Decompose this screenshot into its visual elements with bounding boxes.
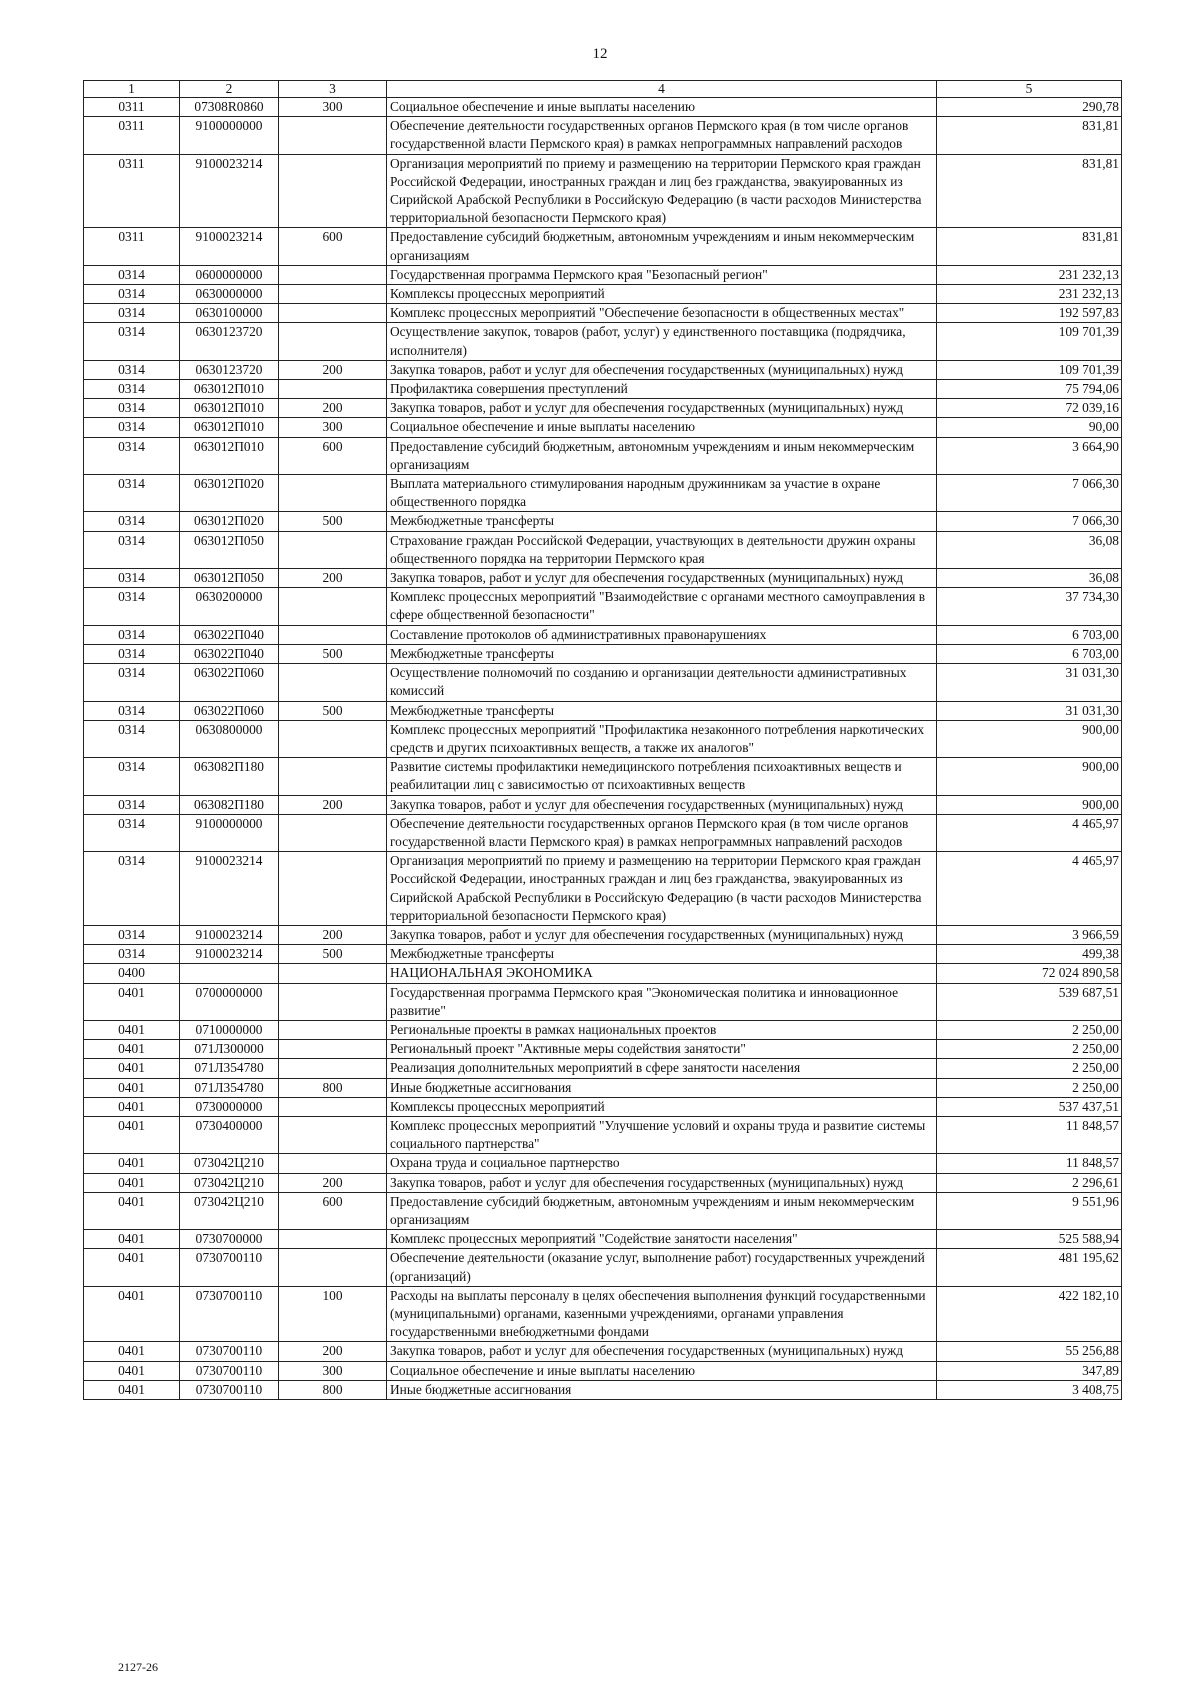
target-article-cell: 063022П060 — [180, 664, 279, 701]
description-cell: Социальное обеспечение и иные выплаты населению — [387, 418, 937, 437]
amount-cell: 539 687,51 — [937, 983, 1122, 1020]
section-code-cell: 0314 — [84, 945, 180, 964]
table-row — [84, 1173, 1122, 1192]
table-row — [84, 925, 1122, 944]
description-cell: Закупка товаров, работ и услуг для обеспечения государственных (муниципальных) нужд — [387, 399, 937, 418]
target-article-cell: 0730700110 — [180, 1286, 279, 1342]
expense-type-cell — [279, 1020, 387, 1039]
expense-type-cell: 100 — [279, 1286, 387, 1342]
target-article-cell: 9100023214 — [180, 852, 279, 926]
table-row — [84, 1154, 1122, 1173]
description-cell: Межбюджетные трансферты — [387, 945, 937, 964]
description-cell: Социальное обеспечение и иные выплаты населению — [387, 1361, 937, 1380]
table-row — [84, 512, 1122, 531]
table-row — [84, 154, 1122, 228]
description-cell: Комплекс процессных мероприятий "Профилактика незаконного потребления наркотических средств и других психоактивных веществ, а также их аналогов" — [387, 720, 937, 757]
target-article-cell: 071Л354780 — [180, 1059, 279, 1078]
section-code-cell: 0314 — [84, 265, 180, 284]
target-article-cell: 9100023214 — [180, 154, 279, 228]
description-cell: Реализация дополнительных мероприятий в сфере занятости населения — [387, 1059, 937, 1078]
table-row — [84, 1286, 1122, 1342]
amount-cell: 6 703,00 — [937, 644, 1122, 663]
table-row — [84, 1342, 1122, 1361]
description-cell: Комплекс процессных мероприятий "Обеспечение безопасности в общественных местах" — [387, 304, 937, 323]
section-code-cell: 0314 — [84, 380, 180, 399]
amount-cell: 31 031,30 — [937, 664, 1122, 701]
table-row — [84, 265, 1122, 284]
expense-type-cell — [279, 531, 387, 568]
expense-type-cell — [279, 664, 387, 701]
expense-type-cell — [279, 588, 387, 625]
description-cell: Межбюджетные трансферты — [387, 644, 937, 663]
table-row — [84, 569, 1122, 588]
target-article-cell: 0630123720 — [180, 323, 279, 360]
section-code-cell: 0314 — [84, 399, 180, 418]
description-cell: Предоставление субсидий бюджетным, автономным учреждениям и иным некоммерческим организациям — [387, 1192, 937, 1229]
description-cell: Организация мероприятий по приему и размещению на территории Пермского края граждан Российской Федерации, иностранных граждан и лиц без гражданства, эвакуированных из Сирийской Арабской Республики в Российскую Федерацию (в части расходов Министерства территориальной безопасности Пермского края) — [387, 154, 937, 228]
section-code-cell: 0314 — [84, 758, 180, 795]
description-cell: Составление протоколов об административных правонарушениях — [387, 625, 937, 644]
column-header: 3 — [279, 81, 387, 98]
target-article-cell: 0630800000 — [180, 720, 279, 757]
target-article-cell: 063022П040 — [180, 625, 279, 644]
expense-type-cell: 200 — [279, 399, 387, 418]
amount-cell: 4 465,97 — [937, 814, 1122, 851]
amount-cell: 72 039,16 — [937, 399, 1122, 418]
amount-cell: 290,78 — [937, 98, 1122, 117]
expense-type-cell — [279, 1116, 387, 1153]
section-code-cell: 0401 — [84, 1380, 180, 1399]
expense-type-cell — [279, 1040, 387, 1059]
amount-cell: 37 734,30 — [937, 588, 1122, 625]
section-code-cell: 0311 — [84, 98, 180, 117]
target-article-cell: 0730700110 — [180, 1342, 279, 1361]
description-cell: Охрана труда и социальное партнерство — [387, 1154, 937, 1173]
target-article-cell: 063082П180 — [180, 758, 279, 795]
table-row — [84, 1040, 1122, 1059]
target-article-cell: 0730700110 — [180, 1249, 279, 1286]
description-cell: Организация мероприятий по приему и размещению на территории Пермского края граждан Российской Федерации, иностранных граждан и лиц без гражданства, эвакуированных из Сирийской Арабской Республики в Российскую Федерацию (в части расходов Министерства территориальной безопасности Пермского края) — [387, 852, 937, 926]
expense-type-cell — [279, 720, 387, 757]
description-cell: Расходы на выплаты персоналу в целях обеспечения выполнения функций государственными (муниципальными) органами, казенными учреждениями, органами управления государственными внебюджетными фондами — [387, 1286, 937, 1342]
target-article-cell — [180, 964, 279, 983]
target-article-cell: 063012П050 — [180, 569, 279, 588]
table-row — [84, 1059, 1122, 1078]
target-article-cell: 0730700000 — [180, 1230, 279, 1249]
section-code-cell: 0401 — [84, 1059, 180, 1078]
expense-type-cell — [279, 964, 387, 983]
table-row — [84, 1020, 1122, 1039]
expense-type-cell — [279, 154, 387, 228]
target-article-cell: 063012П010 — [180, 437, 279, 474]
section-code-cell: 0314 — [84, 795, 180, 814]
expense-type-cell: 200 — [279, 360, 387, 379]
target-article-cell: 0730700110 — [180, 1380, 279, 1399]
expense-type-cell: 500 — [279, 512, 387, 531]
amount-cell: 347,89 — [937, 1361, 1122, 1380]
target-article-cell: 063012П010 — [180, 380, 279, 399]
amount-cell: 11 848,57 — [937, 1154, 1122, 1173]
description-cell: Межбюджетные трансферты — [387, 701, 937, 720]
expense-type-cell: 200 — [279, 569, 387, 588]
description-cell: Закупка товаров, работ и услуг для обеспечения государственных (муниципальных) нужд — [387, 1173, 937, 1192]
description-cell: Иные бюджетные ассигнования — [387, 1380, 937, 1399]
description-cell: Закупка товаров, работ и услуг для обеспечения государственных (муниципальных) нужд — [387, 1342, 937, 1361]
table-row — [84, 1097, 1122, 1116]
amount-cell: 2 250,00 — [937, 1078, 1122, 1097]
expense-type-cell: 500 — [279, 701, 387, 720]
expense-type-cell: 500 — [279, 644, 387, 663]
description-cell: НАЦИОНАЛЬНАЯ ЭКОНОМИКА — [387, 964, 937, 983]
section-code-cell: 0401 — [84, 1116, 180, 1153]
description-cell: Обеспечение деятельности государственных органов Пермского края (в том числе органов государственной власти Пермского края) в рамках непрограммных направлений расходов — [387, 814, 937, 851]
page-number: 12 — [592, 46, 608, 62]
target-article-cell: 0630200000 — [180, 588, 279, 625]
table-row — [84, 720, 1122, 757]
description-cell: Предоставление субсидий бюджетным, автономным учреждениям и иным некоммерческим организациям — [387, 228, 937, 265]
target-article-cell: 9100000000 — [180, 814, 279, 851]
expense-type-cell — [279, 852, 387, 926]
target-article-cell: 07308R0860 — [180, 98, 279, 117]
amount-cell: 3 664,90 — [937, 437, 1122, 474]
section-code-cell: 0400 — [84, 964, 180, 983]
amount-cell: 4 465,97 — [937, 852, 1122, 926]
expense-type-cell: 200 — [279, 1342, 387, 1361]
amount-cell: 9 551,96 — [937, 1192, 1122, 1229]
description-cell: Страхование граждан Российской Федерации, участвующих в деятельности дружин охраны общественного порядка на территории Пермского края — [387, 531, 937, 568]
description-cell: Региональный проект "Активные меры содействия занятости" — [387, 1040, 937, 1059]
table-row — [84, 588, 1122, 625]
target-article-cell: 0630000000 — [180, 285, 279, 304]
table-row — [84, 98, 1122, 117]
table-row — [84, 285, 1122, 304]
amount-cell: 109 701,39 — [937, 323, 1122, 360]
expense-type-cell: 300 — [279, 1361, 387, 1380]
expense-type-cell: 200 — [279, 795, 387, 814]
expense-type-cell — [279, 814, 387, 851]
section-code-cell: 0314 — [84, 852, 180, 926]
expense-type-cell: 800 — [279, 1078, 387, 1097]
section-code-cell: 0401 — [84, 1097, 180, 1116]
section-code-cell: 0314 — [84, 285, 180, 304]
section-code-cell: 0401 — [84, 1286, 180, 1342]
section-code-cell: 0314 — [84, 531, 180, 568]
table-row — [84, 380, 1122, 399]
table-row — [84, 228, 1122, 265]
target-article-cell: 073042Ц210 — [180, 1173, 279, 1192]
section-code-cell: 0401 — [84, 1361, 180, 1380]
description-cell: Закупка товаров, работ и услуг для обеспечения государственных (муниципальных) нужд — [387, 925, 937, 944]
expense-type-cell — [279, 1154, 387, 1173]
target-article-cell: 0630123720 — [180, 360, 279, 379]
section-code-cell: 0314 — [84, 418, 180, 437]
section-code-cell: 0401 — [84, 1173, 180, 1192]
table-row — [84, 664, 1122, 701]
target-article-cell: 063012П020 — [180, 475, 279, 512]
description-cell: Региональные проекты в рамках национальных проектов — [387, 1020, 937, 1039]
table-row — [84, 304, 1122, 323]
amount-cell: 90,00 — [937, 418, 1122, 437]
section-code-cell: 0314 — [84, 304, 180, 323]
target-article-cell: 063012П010 — [180, 418, 279, 437]
column-header: 2 — [180, 81, 279, 98]
expense-type-cell — [279, 1230, 387, 1249]
expense-type-cell — [279, 983, 387, 1020]
target-article-cell: 0730400000 — [180, 1116, 279, 1153]
target-article-cell: 063012П020 — [180, 512, 279, 531]
amount-cell: 36,08 — [937, 531, 1122, 568]
section-code-cell: 0314 — [84, 664, 180, 701]
amount-cell: 55 256,88 — [937, 1342, 1122, 1361]
section-code-cell: 0314 — [84, 644, 180, 663]
description-cell: Иные бюджетные ассигнования — [387, 1078, 937, 1097]
expense-type-cell: 600 — [279, 1192, 387, 1229]
column-header: 4 — [387, 81, 937, 98]
amount-cell: 900,00 — [937, 795, 1122, 814]
amount-cell: 7 066,30 — [937, 475, 1122, 512]
target-article-cell: 063022П060 — [180, 701, 279, 720]
target-article-cell: 063012П010 — [180, 399, 279, 418]
table-row — [84, 964, 1122, 983]
table-row — [84, 625, 1122, 644]
description-cell: Осуществление полномочий по созданию и организации деятельности административных комиссий — [387, 664, 937, 701]
target-article-cell: 071Л354780 — [180, 1078, 279, 1097]
section-code-cell: 0314 — [84, 437, 180, 474]
expense-type-cell — [279, 380, 387, 399]
expense-type-cell: 600 — [279, 228, 387, 265]
target-article-cell: 0730000000 — [180, 1097, 279, 1116]
section-code-cell: 0401 — [84, 1249, 180, 1286]
target-article-cell: 0630100000 — [180, 304, 279, 323]
table-row — [84, 1078, 1122, 1097]
target-article-cell: 9100000000 — [180, 117, 279, 154]
amount-cell: 900,00 — [937, 758, 1122, 795]
expense-type-cell — [279, 1059, 387, 1078]
expense-type-cell — [279, 625, 387, 644]
amount-cell: 6 703,00 — [937, 625, 1122, 644]
description-cell: Закупка товаров, работ и услуг для обеспечения государственных (муниципальных) нужд — [387, 360, 937, 379]
amount-cell: 2 250,00 — [937, 1020, 1122, 1039]
amount-cell: 2 250,00 — [937, 1040, 1122, 1059]
amount-cell: 831,81 — [937, 228, 1122, 265]
amount-cell: 36,08 — [937, 569, 1122, 588]
expense-type-cell — [279, 758, 387, 795]
amount-cell: 831,81 — [937, 154, 1122, 228]
description-cell: Комплексы процессных мероприятий — [387, 1097, 937, 1116]
amount-cell: 7 066,30 — [937, 512, 1122, 531]
amount-cell: 72 024 890,58 — [937, 964, 1122, 983]
amount-cell: 537 437,51 — [937, 1097, 1122, 1116]
description-cell: Предоставление субсидий бюджетным, автономным учреждениям и иным некоммерческим организациям — [387, 437, 937, 474]
amount-cell: 499,38 — [937, 945, 1122, 964]
section-code-cell: 0314 — [84, 475, 180, 512]
amount-cell: 31 031,30 — [937, 701, 1122, 720]
table-row — [84, 418, 1122, 437]
amount-cell: 231 232,13 — [937, 265, 1122, 284]
section-code-cell: 0314 — [84, 814, 180, 851]
target-article-cell: 0730700110 — [180, 1361, 279, 1380]
section-code-cell: 0314 — [84, 360, 180, 379]
amount-cell: 192 597,83 — [937, 304, 1122, 323]
section-code-cell: 0314 — [84, 569, 180, 588]
table-row — [84, 1230, 1122, 1249]
section-code-cell: 0311 — [84, 117, 180, 154]
section-code-cell: 0314 — [84, 512, 180, 531]
section-code-cell: 0401 — [84, 1154, 180, 1173]
amount-cell: 3 408,75 — [937, 1380, 1122, 1399]
target-article-cell: 063012П050 — [180, 531, 279, 568]
expense-type-cell — [279, 1249, 387, 1286]
column-header: 5 — [937, 81, 1122, 98]
table-row — [84, 117, 1122, 154]
table-row — [84, 1192, 1122, 1229]
amount-cell: 900,00 — [937, 720, 1122, 757]
section-code-cell: 0314 — [84, 720, 180, 757]
table-row — [84, 795, 1122, 814]
table-row — [84, 852, 1122, 926]
description-cell: Государственная программа Пермского края "Безопасный регион" — [387, 265, 937, 284]
section-code-cell: 0311 — [84, 228, 180, 265]
section-code-cell: 0314 — [84, 588, 180, 625]
expense-type-cell — [279, 304, 387, 323]
document-code: 2127-26 — [118, 1660, 158, 1674]
expense-type-cell — [279, 475, 387, 512]
description-cell: Комплекс процессных мероприятий "Взаимодействие с органами местного самоуправления в сфере общественной безопасности" — [387, 588, 937, 625]
description-cell: Комплексы процессных мероприятий — [387, 285, 937, 304]
expense-type-cell — [279, 323, 387, 360]
amount-cell: 2 250,00 — [937, 1059, 1122, 1078]
section-code-cell: 0314 — [84, 625, 180, 644]
expense-type-cell — [279, 117, 387, 154]
target-article-cell: 063022П040 — [180, 644, 279, 663]
target-article-cell: 0710000000 — [180, 1020, 279, 1039]
section-code-cell: 0401 — [84, 1020, 180, 1039]
table-row — [84, 945, 1122, 964]
table-row — [84, 1116, 1122, 1153]
table-row — [84, 399, 1122, 418]
description-cell: Государственная программа Пермского края "Экономическая политика и инновационное развитие" — [387, 983, 937, 1020]
section-code-cell: 0401 — [84, 1040, 180, 1059]
amount-cell: 831,81 — [937, 117, 1122, 154]
amount-cell: 75 794,06 — [937, 380, 1122, 399]
section-code-cell: 0314 — [84, 925, 180, 944]
section-code-cell: 0401 — [84, 1342, 180, 1361]
description-cell: Обеспечение деятельности (оказание услуг, выполнение работ) государственных учреждений (организаций) — [387, 1249, 937, 1286]
expense-type-cell — [279, 1097, 387, 1116]
amount-cell: 3 966,59 — [937, 925, 1122, 944]
table-row — [84, 983, 1122, 1020]
amount-cell: 2 296,61 — [937, 1173, 1122, 1192]
section-code-cell: 0401 — [84, 1230, 180, 1249]
description-cell: Межбюджетные трансферты — [387, 512, 937, 531]
description-cell: Социальное обеспечение и иные выплаты населению — [387, 98, 937, 117]
amount-cell: 422 182,10 — [937, 1286, 1122, 1342]
expense-type-cell: 300 — [279, 98, 387, 117]
description-cell: Комплекс процессных мероприятий "Улучшение условий и охраны труда и развитие системы социального партнерства" — [387, 1116, 937, 1153]
table-row — [84, 1361, 1122, 1380]
description-cell: Закупка товаров, работ и услуг для обеспечения государственных (муниципальных) нужд — [387, 569, 937, 588]
description-cell: Осуществление закупок, товаров (работ, услуг) у единственного поставщика (подрядчика, исполнителя) — [387, 323, 937, 360]
target-article-cell: 0700000000 — [180, 983, 279, 1020]
expense-type-cell: 800 — [279, 1380, 387, 1399]
table-row — [84, 1249, 1122, 1286]
amount-cell: 525 588,94 — [937, 1230, 1122, 1249]
description-cell: Выплата материального стимулирования народным дружинникам за участие в охране общественного порядка — [387, 475, 937, 512]
table-row — [84, 644, 1122, 663]
amount-cell: 109 701,39 — [937, 360, 1122, 379]
target-article-cell: 9100023214 — [180, 945, 279, 964]
amount-cell: 481 195,62 — [937, 1249, 1122, 1286]
table-row — [84, 323, 1122, 360]
section-code-cell: 0314 — [84, 323, 180, 360]
amount-cell: 231 232,13 — [937, 285, 1122, 304]
column-header: 1 — [84, 81, 180, 98]
target-article-cell: 071Л300000 — [180, 1040, 279, 1059]
target-article-cell: 9100023214 — [180, 925, 279, 944]
table-row — [84, 814, 1122, 851]
target-article-cell: 0600000000 — [180, 265, 279, 284]
expense-type-cell: 200 — [279, 1173, 387, 1192]
description-cell: Комплекс процессных мероприятий "Содействие занятости населения" — [387, 1230, 937, 1249]
description-cell: Развитие системы профилактики немедицинского потребления психоактивных веществ и реабилитации лиц с зависимостью от психоактивных веществ — [387, 758, 937, 795]
budget-table — [83, 80, 1122, 1400]
section-code-cell: 0401 — [84, 983, 180, 1020]
table-row — [84, 437, 1122, 474]
description-cell: Закупка товаров, работ и услуг для обеспечения государственных (муниципальных) нужд — [387, 795, 937, 814]
section-code-cell: 0401 — [84, 1078, 180, 1097]
table-row — [84, 1380, 1122, 1399]
section-code-cell: 0401 — [84, 1192, 180, 1229]
expense-type-cell: 200 — [279, 925, 387, 944]
section-code-cell: 0311 — [84, 154, 180, 228]
description-cell: Профилактика совершения преступлений — [387, 380, 937, 399]
table-row — [84, 531, 1122, 568]
amount-cell: 11 848,57 — [937, 1116, 1122, 1153]
table-header-row — [84, 81, 1122, 98]
expense-type-cell: 500 — [279, 945, 387, 964]
target-article-cell: 063082П180 — [180, 795, 279, 814]
expense-type-cell — [279, 285, 387, 304]
description-cell: Обеспечение деятельности государственных органов Пермского края (в том числе органов государственной власти Пермского края) в рамках непрограммных направлений расходов — [387, 117, 937, 154]
target-article-cell: 073042Ц210 — [180, 1192, 279, 1229]
table-row — [84, 360, 1122, 379]
table-row — [84, 475, 1122, 512]
table-row — [84, 758, 1122, 795]
target-article-cell: 073042Ц210 — [180, 1154, 279, 1173]
target-article-cell: 9100023214 — [180, 228, 279, 265]
expense-type-cell: 300 — [279, 418, 387, 437]
expense-type-cell: 600 — [279, 437, 387, 474]
section-code-cell: 0314 — [84, 701, 180, 720]
expense-type-cell — [279, 265, 387, 284]
table-row — [84, 701, 1122, 720]
